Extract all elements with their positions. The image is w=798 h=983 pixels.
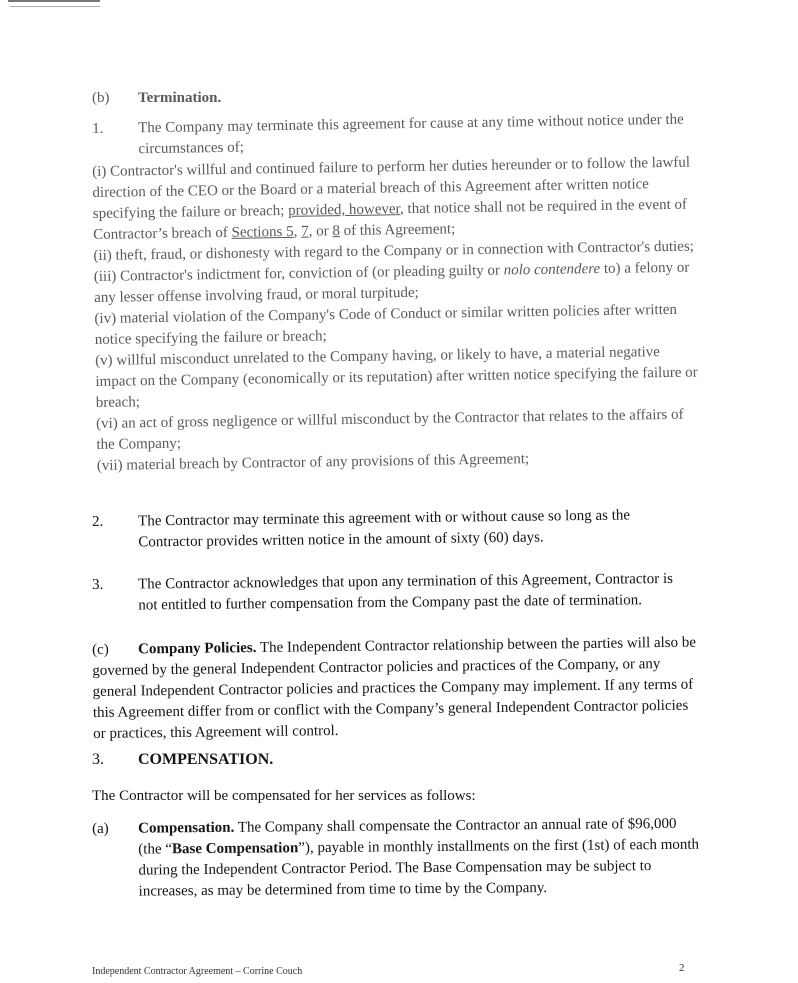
clause-vi: (vi) an act of gross negligence or willful misconduct by the Contractor that relates to the affairs of the Company; <box>95 406 684 453</box>
section-a-title: Compensation. <box>138 819 235 837</box>
section-8-ref: 8 <box>332 223 341 240</box>
page-number: 2 <box>679 962 685 974</box>
provided-however-underlined: provided, however <box>288 201 401 219</box>
clause-v: (v) willful misconduct unrelated to the Company having, or likely to have, a material negative impact on the Company (economically or its reputation) after written notice specifying the failure or breach; <box>95 344 698 411</box>
section-7-ref: 7 <box>301 223 309 240</box>
compensation-intro: The Contractor will be compensated for her services as follows: <box>92 788 476 804</box>
section-a-label: (a) <box>92 820 109 837</box>
clause-i: (i) Contractor's willful and continued failure to perform her duties hereunder or to follow the lawful direction of the CEO or the Board or a material breach of this Agreement after written notice specifying the failure or breach; provided, however, that notice shall not be required in the event of Contractor’s breach of Sections 5, 7, or 8 of this Agreement; <box>92 154 691 243</box>
top-rule <box>10 6 100 7</box>
item-2-text: The Contractor may terminate this agreement with or without cause so long as the Contractor provides written notice in the amount of sixty (60) days. <box>138 507 631 551</box>
clause-iii: (iii) Contractor's indictment for, conviction of (or pleading guilty or nolo contendere to) a felony or any lesser offense involving fraud, or moral turpitude; <box>93 259 690 306</box>
item-1-number: 1. <box>92 120 104 137</box>
section-3-heading <box>92 749 273 770</box>
section-3-number: 3. <box>92 751 104 768</box>
termination-clauses <box>92 152 703 476</box>
section-b-label: (b) <box>92 90 110 106</box>
clause-iv: (iv) material violation of the Company's Code of Conduct or similar written policies after written notice specifying the failure or breach; <box>94 301 678 348</box>
section-b-title: Termination. <box>138 90 222 106</box>
section-c-company-policies <box>92 633 697 745</box>
scan-artifact-line <box>8 0 100 2</box>
section-3-title: COMPENSATION. <box>138 751 274 768</box>
sections-ref: Sections 5 <box>231 223 294 241</box>
footer-text: Independent Contractor Agreement – Corrine Couch <box>92 966 303 977</box>
item-2-number: 2. <box>92 513 104 530</box>
section-c-label: (c) <box>92 641 109 658</box>
nolo-contendere-italic: nolo contendere <box>503 261 601 279</box>
item-3-number: 3. <box>92 576 104 593</box>
item-1-text: The Company may terminate this agreement for cause at any time without notice under the circumstances of; <box>138 111 684 158</box>
section-b-heading <box>92 88 221 109</box>
termination-item-2 <box>92 505 652 554</box>
section-a-compensation <box>92 814 703 903</box>
clause-ii: (ii) theft, fraud, or dishonesty with regard to the Company or in connection with Contractor's duties; <box>93 238 695 264</box>
section-c-title: Company Policies. <box>138 639 257 658</box>
item-3-text: The Contractor acknowledges that upon any termination of this Agreement, Contractor is not entitled to further compensation from the Company past the date of termination. <box>138 570 674 614</box>
section-c-text: The Independent Contractor relationship between the parties will also be governed by the general Independent Contractor policies and practices of the Company, or any general Independent Contractor policies and practices the Company may implement. If any terms of this Agreement differ from or conflict with the Company’s general Independent Contractor policies or practices, this Agreement will control. <box>92 634 697 742</box>
base-compensation-term: Base Compensation <box>171 840 299 858</box>
termination-item-3 <box>92 569 692 617</box>
section-a-body: Compensation. The Company shall compensate the Contractor an annual rate of $96,000 (the “Base Compensation”), payable in monthly installments on the first (1st) of each month during the Independent Contractor Period. The Base Compensation may be subject to increases, as may be determined from time to time by the Company. <box>138 815 700 900</box>
clause-vii: (vii) material breach by Contractor of any provisions of this Agreement; <box>96 451 530 474</box>
